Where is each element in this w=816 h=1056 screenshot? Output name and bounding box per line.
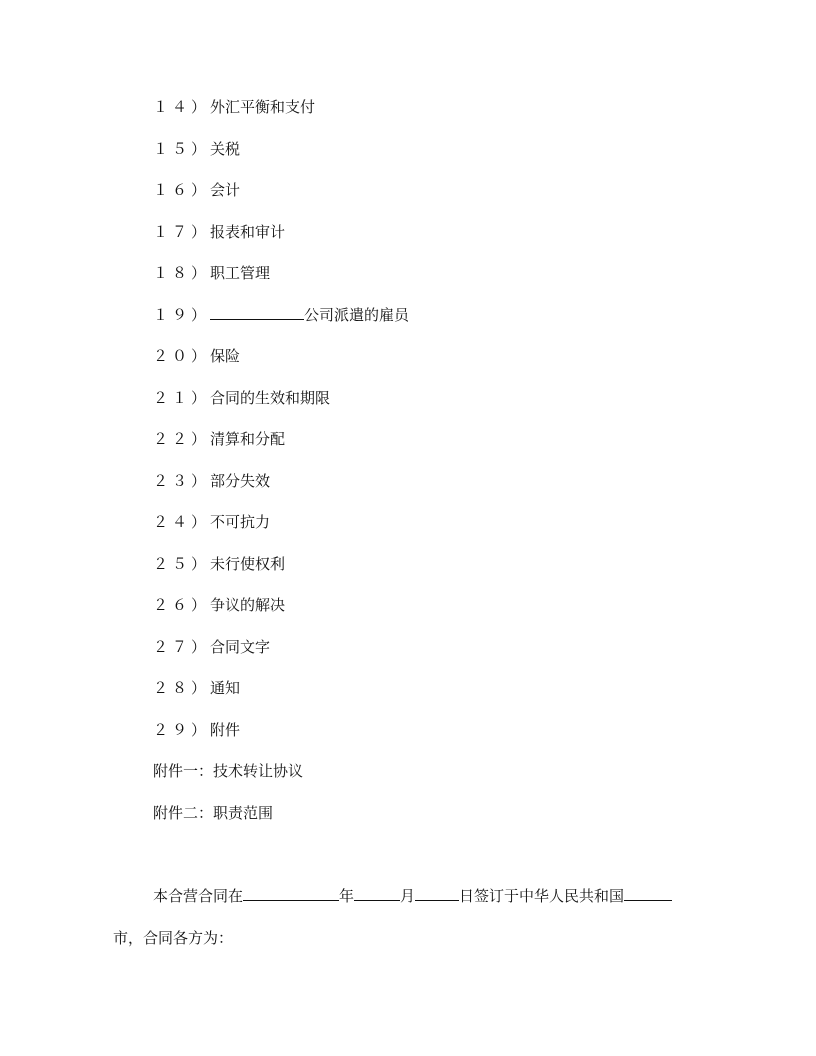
intro-text-continued: 市，合同各方为：	[113, 929, 234, 947]
blank-line	[210, 305, 304, 320]
blank-month	[354, 886, 400, 901]
toc-number: ２０）	[153, 347, 211, 365]
toc-number: １４）	[153, 98, 211, 116]
toc-number: ２９）	[153, 721, 211, 739]
toc-item-15	[153, 139, 240, 159]
toc-number: １８）	[153, 264, 211, 282]
toc-title: 报表和审计	[210, 223, 286, 241]
toc-item-17	[153, 222, 285, 242]
toc-number: １９）	[153, 306, 211, 324]
toc-number: ２１）	[153, 389, 211, 407]
attachment-label: 附件一：	[153, 762, 214, 780]
toc-title: 清算和分配	[210, 430, 286, 448]
toc-title: 合同文字	[210, 638, 271, 656]
toc-item-23	[153, 471, 270, 491]
attachment-1	[153, 761, 303, 781]
toc-item-26	[153, 595, 285, 615]
toc-item-19	[153, 305, 409, 325]
toc-title: 不可抗力	[210, 513, 271, 531]
intro-day-label: 日签订于中华人民共和国	[459, 887, 625, 905]
toc-number: ２４）	[153, 513, 211, 531]
toc-number: １７）	[153, 223, 211, 241]
toc-item-24	[153, 512, 270, 532]
intro-paragraph-line2	[113, 928, 233, 948]
attachment-label: 附件二：	[153, 804, 214, 822]
blank-year	[243, 886, 339, 901]
blank-city	[624, 886, 672, 901]
toc-title: 争议的解决	[210, 596, 286, 614]
toc-title: 外汇平衡和支付	[210, 98, 316, 116]
toc-item-29	[153, 720, 240, 740]
intro-text: 本合营合同在	[153, 887, 244, 905]
attachment-title: 职责范围	[213, 804, 274, 822]
toc-title: 通知	[210, 679, 241, 697]
toc-title: 公司派遣的雇员	[304, 306, 410, 324]
toc-title: 职工管理	[210, 264, 271, 282]
toc-item-21	[153, 388, 330, 408]
toc-number: ２５）	[153, 555, 211, 573]
toc-item-22	[153, 429, 285, 449]
toc-number: １６）	[153, 181, 211, 199]
toc-number: ２８）	[153, 679, 211, 697]
toc-title: 合同的生效和期限	[210, 389, 331, 407]
intro-year-label: 年	[339, 887, 355, 905]
toc-number: ２３）	[153, 472, 211, 490]
toc-title: 保险	[210, 347, 241, 365]
attachment-2	[153, 803, 273, 823]
toc-item-14	[153, 97, 315, 117]
toc-title: 关税	[210, 140, 241, 158]
toc-item-25	[153, 554, 285, 574]
toc-number: ２７）	[153, 638, 211, 656]
intro-paragraph-line1	[153, 886, 672, 906]
toc-item-28	[153, 678, 240, 698]
toc-number: ２６）	[153, 596, 211, 614]
toc-number: １５）	[153, 140, 211, 158]
toc-title: 部分失效	[210, 472, 271, 490]
toc-title: 附件	[210, 721, 241, 739]
toc-item-20	[153, 346, 240, 366]
toc-title: 未行使权利	[210, 555, 286, 573]
intro-month-label: 月	[400, 887, 416, 905]
attachment-title: 技术转让协议	[213, 762, 304, 780]
toc-number: ２２）	[153, 430, 211, 448]
blank-day	[415, 886, 459, 901]
toc-item-16	[153, 180, 240, 200]
toc-item-27	[153, 637, 270, 657]
toc-title: 会计	[210, 181, 241, 199]
toc-item-18	[153, 263, 270, 283]
